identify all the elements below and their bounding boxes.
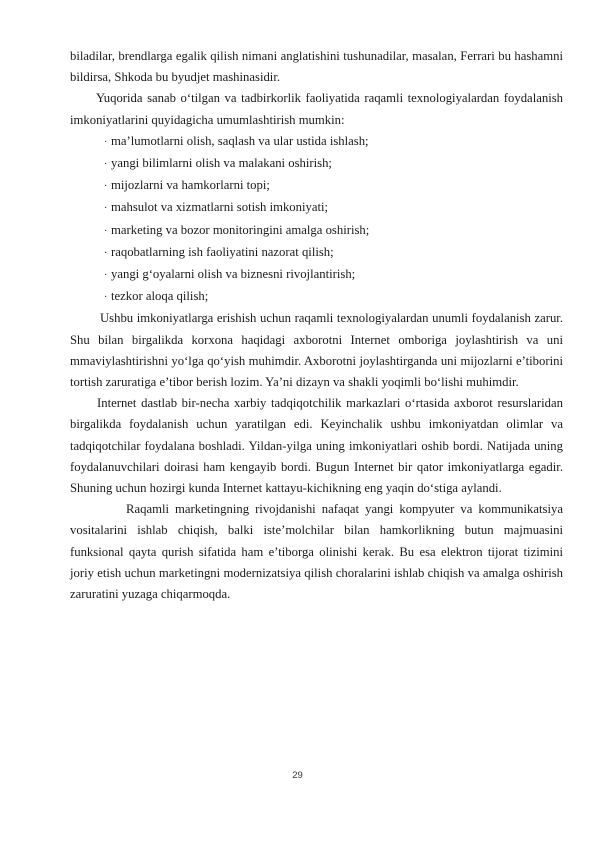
bullet-icon: · — [104, 270, 108, 282]
list-item — [104, 286, 563, 308]
list-item-text: yangi bilimlarni olish va malakani oshirish; — [111, 156, 332, 171]
list-item-text: ma’lumotlarni olish, saqlash va ular ustida ishlash; — [111, 133, 369, 148]
bullet-icon: · — [104, 225, 108, 237]
list-item-text: mijozlarni va hamkorlarni topi; — [111, 178, 270, 193]
list-item — [104, 197, 563, 219]
paragraph-effective-use: Ushbu imkoniyatlarga erishish uchun raqamli texnologiyalardan unumli foydalanish zarur. Shu bilan birgalikda korxona haqidagi axborotni Internet omboriga joylashtirish va uni mmaviylashtirishni yo‘lga qo‘yish muhimdir. Axborotni joylashtirganda uni mijozlarni e’tiborini tortish zaruratiga e’tibor berish lozim. Ya’ni dizayn va shakli yoqimli bo‘lishi muhimdir. — [70, 311, 563, 390]
opportunities-list — [70, 131, 563, 309]
list-item-text: raqobatlarning ish faoliyatini nazorat qilish; — [111, 244, 334, 259]
list-item — [104, 175, 563, 197]
list-item — [104, 153, 563, 175]
bullet-icon: · — [104, 292, 108, 304]
page-number: 29 — [292, 770, 303, 781]
paragraph-opportunities-intro: Yuqorida sanab o‘tilgan va tadbirkorlik faoliyatida raqamli texnologiyalardan foydalanish imkoniyatlarini quyidagicha umumlashtirish mumkin: — [70, 91, 563, 127]
list-item — [104, 220, 563, 242]
list-item-text: yangi g‘oyalarni olish va biznesni rivojlantirish; — [111, 267, 356, 282]
paragraph-digital-marketing: Raqamli marketingning rivojdanishi nafaqat yangi kompyuter va kommunikatsiya vositalarini ishlab chiqish, balki iste’molchilar bilan hamkorlikning butun majmuasini funksional qayta qurish sifatida ham e’tiborga olinishi kerak. Bu esa elektron tijorat tizimini joriy etish uchun marketingni modernizatsiya qilish choralarini ishlab chiqish va amalga oshirish zaruratini yuzaga chiqarmoqda. — [70, 502, 563, 602]
bullet-icon: · — [104, 203, 108, 215]
document-page — [70, 46, 563, 605]
list-item — [104, 131, 563, 153]
list-item — [104, 264, 563, 286]
list-item-text: marketing va bozor monitoringini amalga oshirish; — [111, 222, 370, 237]
bullet-icon: · — [104, 247, 108, 259]
bullet-icon: · — [104, 159, 108, 171]
bullet-icon: · — [104, 136, 108, 148]
bullet-icon: · — [104, 181, 108, 193]
list-item-text: mahsulot va xizmatlarni sotish imkoniyati; — [111, 200, 329, 215]
paragraph-internet-history: Internet dastlab bir-necha xarbiy tadqiqotchilik markazlari o‘rtasida axborot resurslaridan birgalikda foydalanish uchun yaratilgan edi. Keyinchalik ushbu imkoniyatdan olimlar va tadqiqotchilar foydalana boshladi. Yildan-yilga uning imkoniyatlari oshib bordi. Natijada uning foydalanuvchilari doirasi ham kengayib bordi. Bugun Internet bir qator imkoniyatlarga egadir. Shuning uchun hozirgi kunda Internet kattayu-kichikning eng yaqin do‘stiga aylandi. — [70, 396, 563, 496]
list-item — [104, 242, 563, 264]
paragraph-brand-ownership: biladilar, brendlarga egalik qilish nimani anglatishini tushunadilar, masalan, Ferrari bu hashamni bildirsa, Shkoda bu byudjet mashinasidir. — [70, 49, 563, 85]
list-item-text: tezkor aloqa qilish; — [111, 289, 209, 304]
